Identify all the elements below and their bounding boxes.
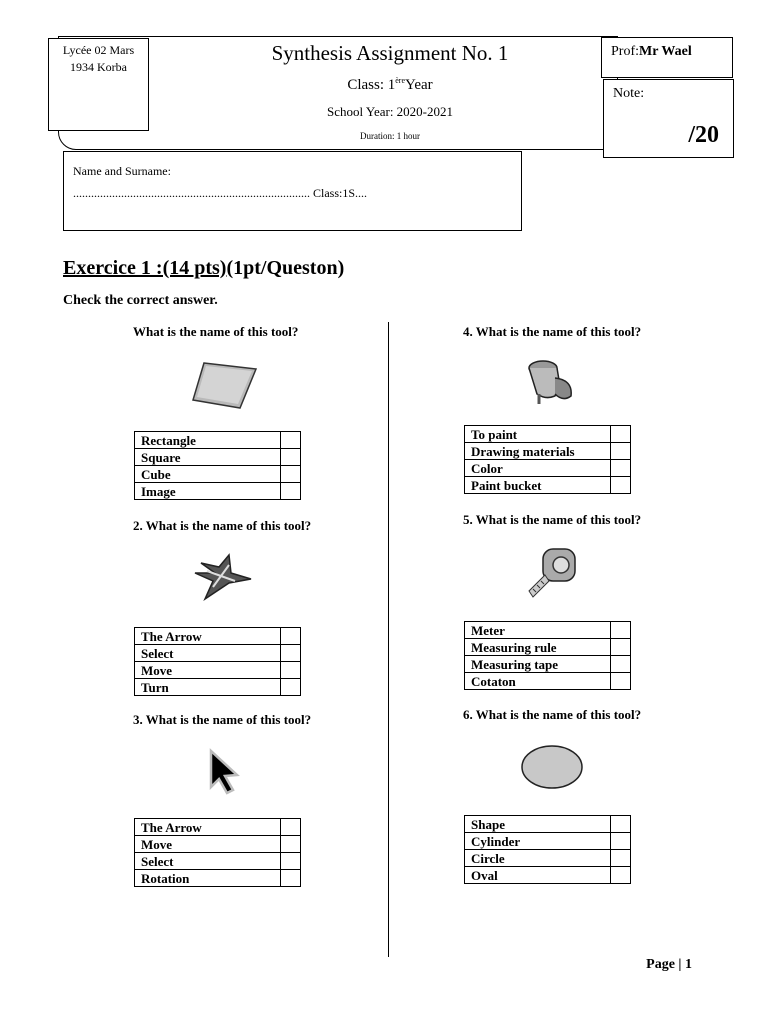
checkbox-cell[interactable] <box>611 673 631 690</box>
paper-sheet-icon <box>190 360 258 410</box>
note-label: Note: <box>613 86 645 101</box>
move-arrows-icon <box>193 553 253 601</box>
option-row <box>135 819 301 836</box>
option-label: The Arrow <box>135 628 281 645</box>
class-suffix: Year <box>405 77 433 93</box>
option-row <box>135 466 301 483</box>
option-label: Cylinder <box>465 833 611 850</box>
option-row <box>465 656 631 673</box>
class-prefix: Class: 1 <box>347 77 396 93</box>
options-table-1 <box>134 431 301 500</box>
option-label: To paint <box>465 426 611 443</box>
checkbox-cell[interactable] <box>611 816 631 833</box>
option-label: Image <box>135 483 281 500</box>
option-label: Circle <box>465 850 611 867</box>
checkbox-cell[interactable] <box>281 836 301 853</box>
options-table-5 <box>464 621 631 690</box>
option-label: Oval <box>465 867 611 884</box>
option-row <box>135 870 301 887</box>
school-location: 1934 Korba <box>70 60 127 74</box>
option-row <box>465 673 631 690</box>
instruction: Check the correct answer. <box>63 293 218 308</box>
checkbox-cell[interactable] <box>611 656 631 673</box>
options-table-2 <box>134 627 301 696</box>
name-label: Name and Surname: <box>73 164 171 178</box>
checkbox-cell[interactable] <box>281 679 301 696</box>
option-row <box>135 628 301 645</box>
option-row <box>465 443 631 460</box>
option-row <box>465 460 631 477</box>
option-label: Turn <box>135 679 281 696</box>
option-row <box>135 483 301 500</box>
option-label: Rotation <box>135 870 281 887</box>
document-title: Synthesis Assignment No. 1 <box>271 41 509 65</box>
checkbox-cell[interactable] <box>281 466 301 483</box>
checkbox-cell[interactable] <box>281 432 301 449</box>
prof-label: Prof: <box>611 44 639 59</box>
oval-shape-icon <box>518 742 586 792</box>
option-label: Color <box>465 460 611 477</box>
option-row <box>465 816 631 833</box>
school-box <box>48 38 149 131</box>
prof-box <box>601 37 733 78</box>
option-label: The Arrow <box>135 819 281 836</box>
checkbox-cell[interactable] <box>281 628 301 645</box>
option-label: Select <box>135 645 281 662</box>
option-label: Rectangle <box>135 432 281 449</box>
option-label: Measuring rule <box>465 639 611 656</box>
checkbox-cell[interactable] <box>611 833 631 850</box>
option-label: Select <box>135 853 281 870</box>
paint-bucket-icon <box>525 356 577 406</box>
checkbox-cell[interactable] <box>611 426 631 443</box>
option-label: Meter <box>465 622 611 639</box>
options-table-4 <box>464 425 631 494</box>
score-total: /20 <box>688 122 719 148</box>
option-row <box>135 645 301 662</box>
exercise-title <box>63 257 344 280</box>
options-table-3 <box>134 818 301 887</box>
checkbox-cell[interactable] <box>611 460 631 477</box>
mouse-pointer-icon <box>205 747 245 797</box>
checkbox-cell[interactable] <box>281 819 301 836</box>
checkbox-cell[interactable] <box>281 662 301 679</box>
options-table-6 <box>464 815 631 884</box>
tape-measure-icon <box>525 545 581 601</box>
student-info-box <box>63 151 522 231</box>
option-row <box>135 836 301 853</box>
question-5: 5. What is the name of this tool? <box>463 512 642 527</box>
option-row <box>135 432 301 449</box>
checkbox-cell[interactable] <box>281 853 301 870</box>
question-3: 3. What is the name of this tool? <box>133 712 312 727</box>
option-label: Drawing materials <box>465 443 611 460</box>
option-row <box>465 867 631 884</box>
option-label: Square <box>135 449 281 466</box>
option-label: Paint bucket <box>465 477 611 494</box>
page-number: Page | 1 <box>646 957 692 972</box>
class-line <box>150 76 630 94</box>
checkbox-cell[interactable] <box>611 639 631 656</box>
option-row <box>465 639 631 656</box>
exercise-title-points: (1pt/Queston) <box>226 257 345 279</box>
checkbox-cell[interactable] <box>611 477 631 494</box>
column-divider <box>388 322 389 957</box>
option-label: Cotaton <box>465 673 611 690</box>
school-year: School Year: 2020-2021 <box>326 104 454 119</box>
option-label: Cube <box>135 466 281 483</box>
option-row <box>465 426 631 443</box>
question-6: 6. What is the name of this tool? <box>463 707 642 722</box>
checkbox-cell[interactable] <box>611 443 631 460</box>
school-name: Lycée 02 Mars <box>62 43 135 57</box>
checkbox-cell[interactable] <box>611 850 631 867</box>
option-label: Move <box>135 662 281 679</box>
option-row <box>135 662 301 679</box>
option-label: Shape <box>465 816 611 833</box>
checkbox-cell[interactable] <box>611 867 631 884</box>
question-2: 2. What is the name of this tool? <box>133 518 312 533</box>
option-row <box>465 622 631 639</box>
question-1: What is the name of this tool? <box>133 324 299 339</box>
option-row <box>465 850 631 867</box>
option-label: Move <box>135 836 281 853</box>
option-row <box>135 853 301 870</box>
duration: Duration: 1 hour <box>360 131 420 141</box>
class-superscript: ère <box>395 76 406 85</box>
checkbox-cell[interactable] <box>281 449 301 466</box>
option-row <box>135 449 301 466</box>
checkbox-cell[interactable] <box>281 870 301 887</box>
exercise-title-main: Exercice 1 :(14 pts) <box>63 257 227 279</box>
name-class-line: ............................................................................... Class:1S.... <box>73 186 368 200</box>
checkbox-cell[interactable] <box>281 483 301 500</box>
prof-name: Mr Wael <box>639 44 692 59</box>
checkbox-cell[interactable] <box>281 645 301 662</box>
question-4: 4. What is the name of this tool? <box>463 324 642 339</box>
option-row <box>465 833 631 850</box>
option-row <box>465 477 631 494</box>
note-box <box>603 79 734 158</box>
option-label: Measuring tape <box>465 656 611 673</box>
option-row <box>135 679 301 696</box>
checkbox-cell[interactable] <box>611 622 631 639</box>
